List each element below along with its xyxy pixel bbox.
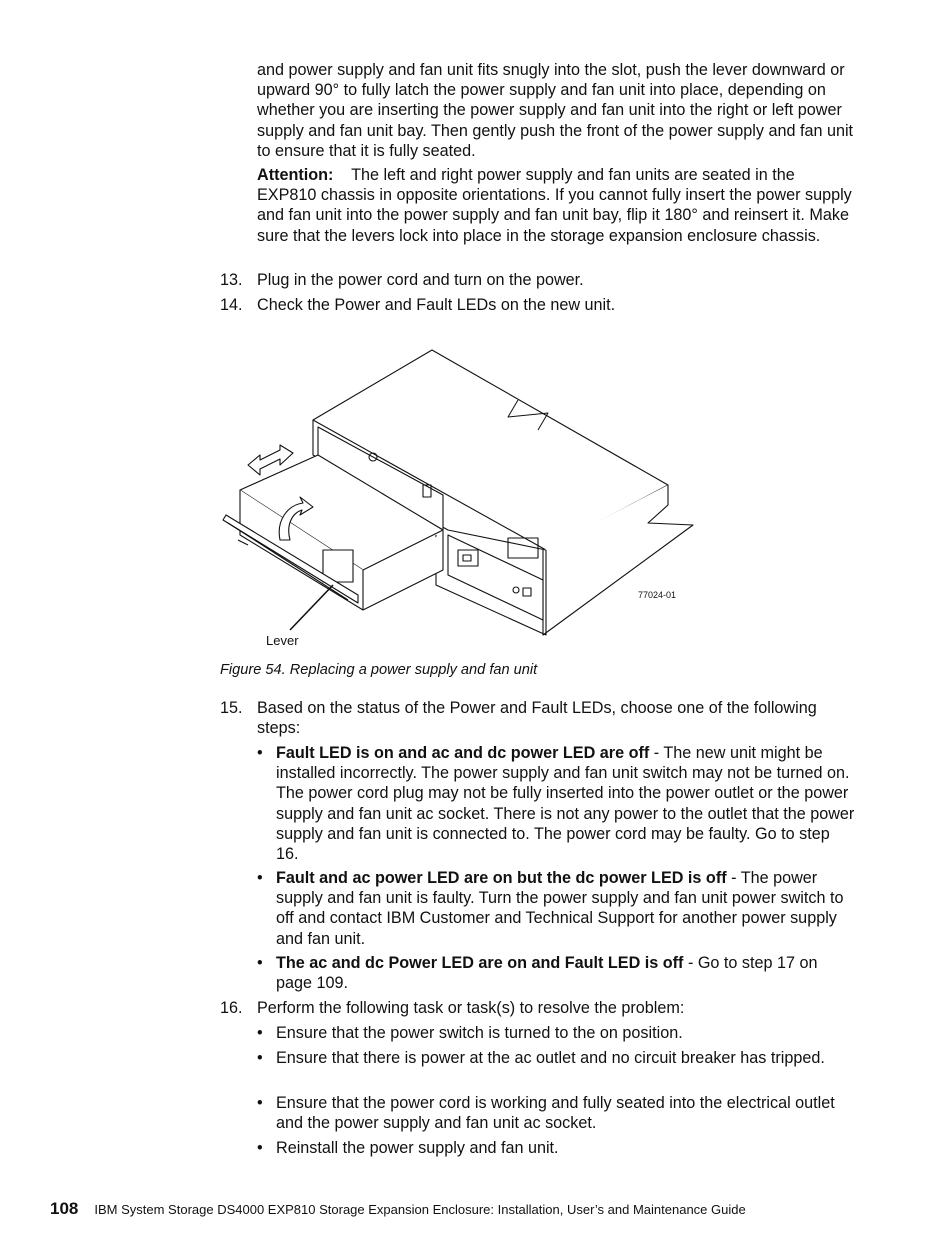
lever-label: Lever <box>266 633 299 648</box>
attention-paragraph <box>257 165 857 246</box>
bullet-marker: • <box>257 1094 263 1112</box>
step-number: 15. <box>220 699 243 717</box>
step-number: 14. <box>220 296 243 314</box>
bullet-text: Ensure that the power cord is working and fully seated into the electrical outlet and the power supply and fan unit ac socket. <box>276 1094 835 1133</box>
attention-label: Attention: <box>257 166 334 184</box>
bullet-text: - Go to step 17 on page 109. <box>276 954 818 993</box>
bullet-text: Ensure that the power switch is turned to the on position. <box>276 1024 683 1042</box>
step-text: Check the Power and Fault LEDs on the new unit. <box>257 296 616 314</box>
bullet-text: Reinstall the power supply and fan unit. <box>276 1139 559 1157</box>
bullet-marker: • <box>257 744 263 762</box>
bullet-bold-text: The ac and dc Power LED are on and Fault LED is off <box>276 954 684 972</box>
step-text: Perform the following task or task(s) to resolve the problem: <box>257 999 685 1017</box>
page-footer <box>50 1199 746 1219</box>
bullet-marker: • <box>257 1139 263 1157</box>
footer-title: IBM System Storage DS4000 EXP810 Storage Expansion Enclosure: Installation, User’s and Maintenance Guide <box>94 1202 746 1217</box>
attention-text: The left and right power supply and fan units are seated in the EXP810 chassis in opposite orientations. If you cannot fully insert the power supply and fan unit into the power supply and fan unit bay, flip it 180° and reinsert it. Make sure that the levers lock into place in the storage expansion enclosure chassis. <box>257 166 852 245</box>
intro-paragraph: and power supply and fan unit fits snugly into the slot, push the lever downward or upward 90° to fully latch the power supply and fan unit into place, depending on whether you are inserting the power supply and fan unit into the right or left power supply and fan unit bay. Then gently push the front of the power supply and fan unit to ensure that it is fully seated. <box>257 61 854 160</box>
bullet-text: - The power supply and fan unit is faulty. Turn the power supply and fan unit power switch to off and contact IBM Customer and Technical Support for another power supply and fan unit. <box>276 869 844 948</box>
lever-leader-line <box>290 585 333 630</box>
figure-caption: Figure 54. Replacing a power supply and fan unit <box>220 662 538 678</box>
figure-part-code: 77024-01 <box>638 590 677 600</box>
bullet-text: - The new unit might be installed incorrectly. The power supply and fan unit switch may not be turned on. The power cord plug may not be fully inserted into the power outlet or the power supply and fan unit ac socket. There is not any power to the outlet that the power supply and fan unit is connected to. The power cord may be faulty. Go to step 16. <box>276 744 855 864</box>
power-supply-figure <box>218 345 703 655</box>
bullet-bold-text: Fault LED is on and ac and dc power LED are off <box>276 744 650 762</box>
page-number: 108 <box>50 1199 79 1218</box>
bullet-bold-text: Fault and ac power LED are on but the dc power LED is off <box>276 869 727 887</box>
step-number: 13. <box>220 271 243 289</box>
lower-module-face <box>448 535 543 620</box>
bullet-text: Ensure that there is power at the ac outlet and no circuit breaker has tripped. <box>276 1049 825 1067</box>
bullet-marker: • <box>257 869 263 887</box>
step-number: 16. <box>220 999 243 1017</box>
step-text: Based on the status of the Power and Fault LEDs, choose one of the following steps: <box>257 699 817 738</box>
bullet-marker: • <box>257 1049 263 1067</box>
bullet-marker: • <box>257 954 263 972</box>
bullet-marker: • <box>257 1024 263 1042</box>
step-text: Plug in the power cord and turn on the power. <box>257 271 584 289</box>
